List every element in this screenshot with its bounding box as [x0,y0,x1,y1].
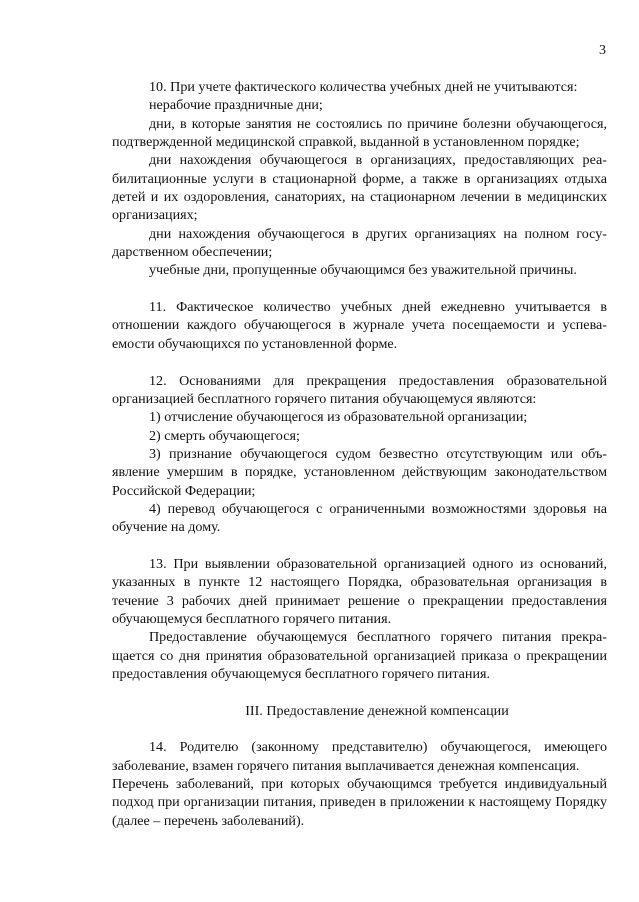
section-3-title: III. Предоставление денежной компенсации [245,702,509,719]
item-12-heading: 12. Основаниями для прекращения предоставления образовательной организацией бесплатного горячего питания обучающемуся являются: [112,372,607,407]
item-10-illness: дни, в которые занятия не состоялись по причине болезни обучающегося, подтвержденной медицинской справкой, выданной в установленном порядке; [112,115,607,151]
item-10-heading: 10. При учете фактического количества учебных дней не учитываются: [149,79,578,95]
item-11-text: 11. Фактическое количество учебных дней ежедневно учитывается в отношении каждого обучающегося в журнале учета посещаемости и успеваемости обучающихся по установленной форме. [112,299,607,352]
item-12-home-learning: 4) перевод обучающегося с ограниченными возможностями здоровья на обучение на дому. [112,500,607,536]
item-12-death: 2) смерть обучающегося; [149,427,300,444]
document-body [112,78,607,830]
item-10-rehab: дни нахождения обучающегося в организациях, предоставляющих реабилитационные услуги в стационарной форме, а также в организациях отдыха детей и их оздоровления, санаториях, на стационарном лечении в медицинских организациях; [112,152,607,224]
item-14 [112,738,607,830]
item-12-expulsion: 1) отчисление обучающегося из образовательной организации; [149,409,528,426]
item-10-holidays: нерабочие праздничные дни; [149,97,323,114]
item-14-diseases-list: Перечень заболеваний, при которых обучающимся требуется индивидуальный подход при организации питания, приведен в приложении к настоящему Порядку (далее – перечень заболеваний). [112,776,607,829]
item-13-decision: 13. При выявлении образовательной организацией одного из оснований, указанных в пункте 12 настоящего Порядка, образовательная организация в течение 3 рабочих дней принимает решение о прекращении предоставления обучающемуся бесплатного горячего питания. [112,555,607,627]
item-12-missing: 3) признание обучающегося судом безвестно отсутствующим или объявление умершим в порядке, установленном действующим законодательством Российской Федерации; [112,445,607,499]
page-number: 3 [599,43,606,58]
item-10-state-support: дни нахождения обучающегося в других организациях на полном государственном обеспечении; [112,225,607,261]
item-13 [112,555,607,683]
item-11 [112,298,607,353]
item-14-compensation: 14. Родителю (законному представителю) обучающегося, имеющего заболевание, взамен горячего питания выплачивается денежная компенсация. [112,739,607,774]
item-13-termination: Предоставление обучающемуся бесплатного горячего питания прекращается со дня принятия образовательной организацией приказа о прекращении предоставления обучающемуся бесплатного горячего питания. [112,629,607,682]
item-10-absence: учебные дни, пропущенные обучающимся без уважительной причины. [149,262,577,279]
item-12 [112,372,607,537]
item-10 [112,78,607,280]
